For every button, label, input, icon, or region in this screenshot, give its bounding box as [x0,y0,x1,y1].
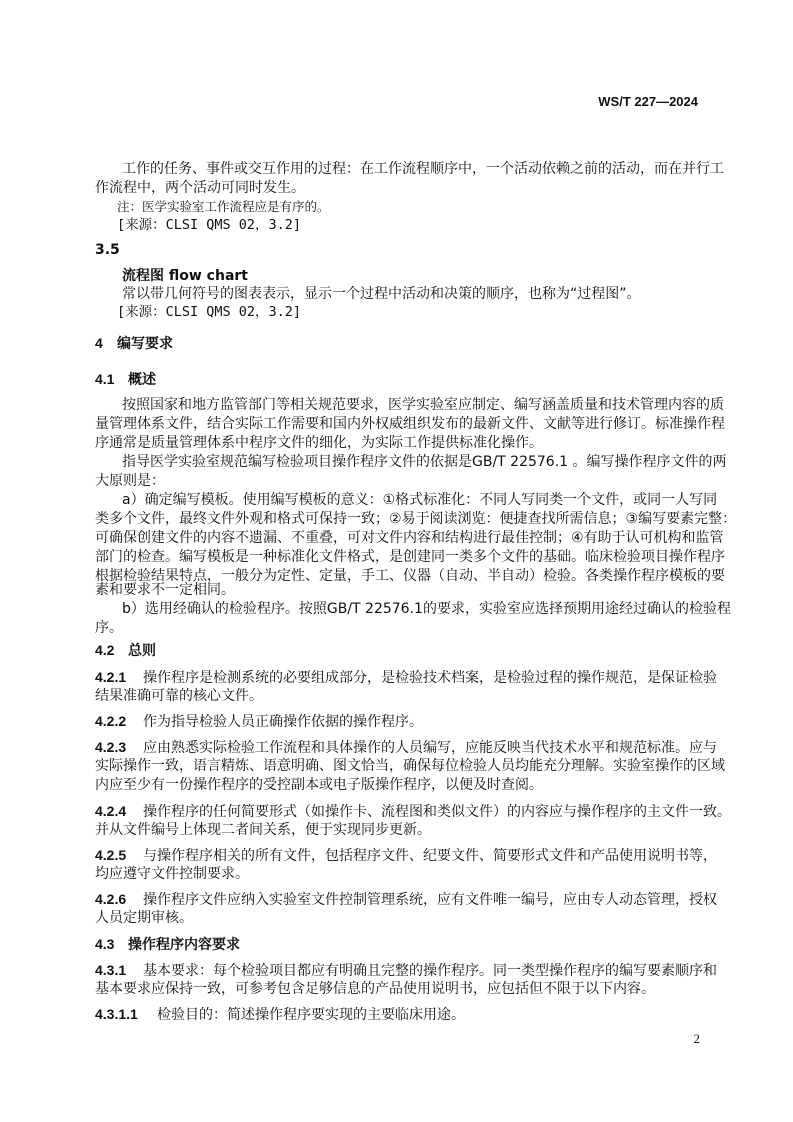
clause-text: 操作程序文件应纳入实验室文件控制管理系统，应有文件唯一编号，应由专人动态管理，授权 [143,892,717,908]
body-text: 作流程中，两个活动可同时发生。 [95,180,305,196]
body-text: 基本要求应保持一致，可参考包含足够信息的产品使用说明书，应包括但不限于以下内容。 [95,981,655,997]
clause-text: 基本要求：每个检验项目都应有明确且完整的操作程序。同一类型操作程序的编写要素顺序和 [143,963,717,979]
list-item-b: b）选用经确认的检验程序。按照GB/T 22576.1的要求，实验室应选择预期用途经过确认的检验程 [122,601,731,617]
clause [95,712,715,731]
clause-text: 操作程序的任何简要形式（如操作卡、流程图和类似文件）的内容应与操作程序的主文件一致。 [143,804,731,820]
clause-number: 4.3.1 [95,962,127,978]
section-title: 概述 [128,372,156,388]
body-text: 量管理体系文件，结合实际工作需要和国内外权威组织发布的最新文件、文献等进行修订。标准操作程 [95,416,725,432]
section-title: 操作程序内容要求 [128,937,240,953]
clause [95,738,715,757]
clause-number: 4.2.4 [95,803,127,819]
body-text: 序。 [95,620,123,636]
clause-text: 与操作程序相关的所有文件，包括程序文件、纪要文件、简要形式文件和产品使用说明书等， [143,848,717,864]
body-text: 结果准确可靠的核心文件。 [95,688,263,704]
clause-text: 操作程序是检测系统的必要组成部分，是检验技术档案，是检验过程的操作规范，是保证检验 [143,670,717,686]
clause-text: 作为指导检验人员正确操作依据的操作程序。 [143,714,423,730]
page-number: 2 [693,1031,700,1046]
subsection-heading [95,641,715,660]
body-text: 实际操作一致，语言精炼、语意明确、图文恰当，确保每位检验人员均能充分理解。实验室操作的区域 [95,758,725,774]
list-item-a: a）确定编写模板。使用编写模板的意义：①格式标准化：不同人写同类一个文件，或同一人写同 [122,492,718,508]
term-title: 流程图 flow chart [122,268,248,284]
body-text: 序通常是质量管理体系中程序文件的细化，为实际工作提供标准化操作。 [95,435,543,451]
body-text: 工作的任务、事件或交互作用的过程：在工作流程顺序中，一个活动依赖之前的活动，而在并行工 [122,161,724,177]
clause [95,1005,715,1024]
body-text: 素和要求不一定相同。 [95,582,235,598]
section-number: 4.3 [95,936,115,952]
body-text: 大原则是： [95,473,165,489]
section-title: 编写要求 [117,336,173,352]
body-text: 类多个文件，最终文件外观和格式可保持一致；②易于阅读浏览：便捷查找所需信息；③编写要素完整： [95,511,737,527]
clause [95,668,715,687]
note-text: 注：医学实验室工作流程应是有序的。 [117,199,330,214]
section-heading [95,334,715,353]
body-text: 内应至少有一份操作程序的受控副本或电子版操作程序，以便及时查阅。 [95,777,543,793]
section-number: 4.1 [95,371,115,387]
body-text: 根据检验结果特点，一般分为定性、定量，手工、仪器（自动、半自动）检验。各类操作程序模板的要 [95,568,725,584]
clause-number: 4.3.1.1 [95,1006,138,1022]
clause-number: 4.2.2 [95,713,127,729]
clause [95,846,715,865]
clause [95,890,715,909]
source-citation: [来源：CLSI QMS 02，3.2] [117,217,302,233]
subsection-heading [95,935,715,954]
clause-number: 4.2.3 [95,739,127,755]
clause [95,961,715,980]
body-text: 并从文件编号上体现二者间关系，便于实现同步更新。 [95,822,431,838]
body-text: 指导医学实验室规范编写检验项目操作程序文件的依据是GB/T 22576.1 。编写操作程序文件的两 [122,454,727,470]
section-title: 总则 [128,643,156,659]
section-number: 4 [95,335,103,351]
clause-number: 4.2.5 [95,847,127,863]
body-text: 可确保创建文件的内容不遗漏、不重叠，可对文件内容和结构进行最佳控制；④有助于认可机构和监管 [95,530,724,546]
section-number: 4.2 [95,642,115,658]
clause-number: 3.5 [95,242,120,258]
body-text: 部门的检查。编写模板是一种标准化文件格式，是创建同一类多个文件的基础。临床检验项目操作程序 [95,549,725,565]
clause-text: 检验目的：简述操作程序要实现的主要临床用途。 [157,1007,465,1023]
document-code-header: WS/T 227—2024 [598,94,698,109]
term-definition: 常以带几何符号的图表表示，显示一个过程中活动和决策的顺序，也称为“过程图”。 [122,286,641,302]
body-text: 按照国家和地方监管部门等相关规范要求，医学实验室应制定、编写涵盖质量和技术管理内容的质 [122,397,724,413]
source-citation: [来源：CLSI QMS 02，3.2] [117,304,302,320]
clause [95,802,731,821]
clause-text: 应由熟悉实际检验工作流程和具体操作的人员编写，应能反映当代技术水平和规范标准。应与 [143,740,717,756]
body-text: 人员定期审核。 [95,910,193,926]
subsection-heading [95,370,715,389]
clause-number: 4.2.6 [95,891,127,907]
clause-number: 4.2.1 [95,669,127,685]
body-text: 均应遵守文件控制要求。 [95,866,249,882]
